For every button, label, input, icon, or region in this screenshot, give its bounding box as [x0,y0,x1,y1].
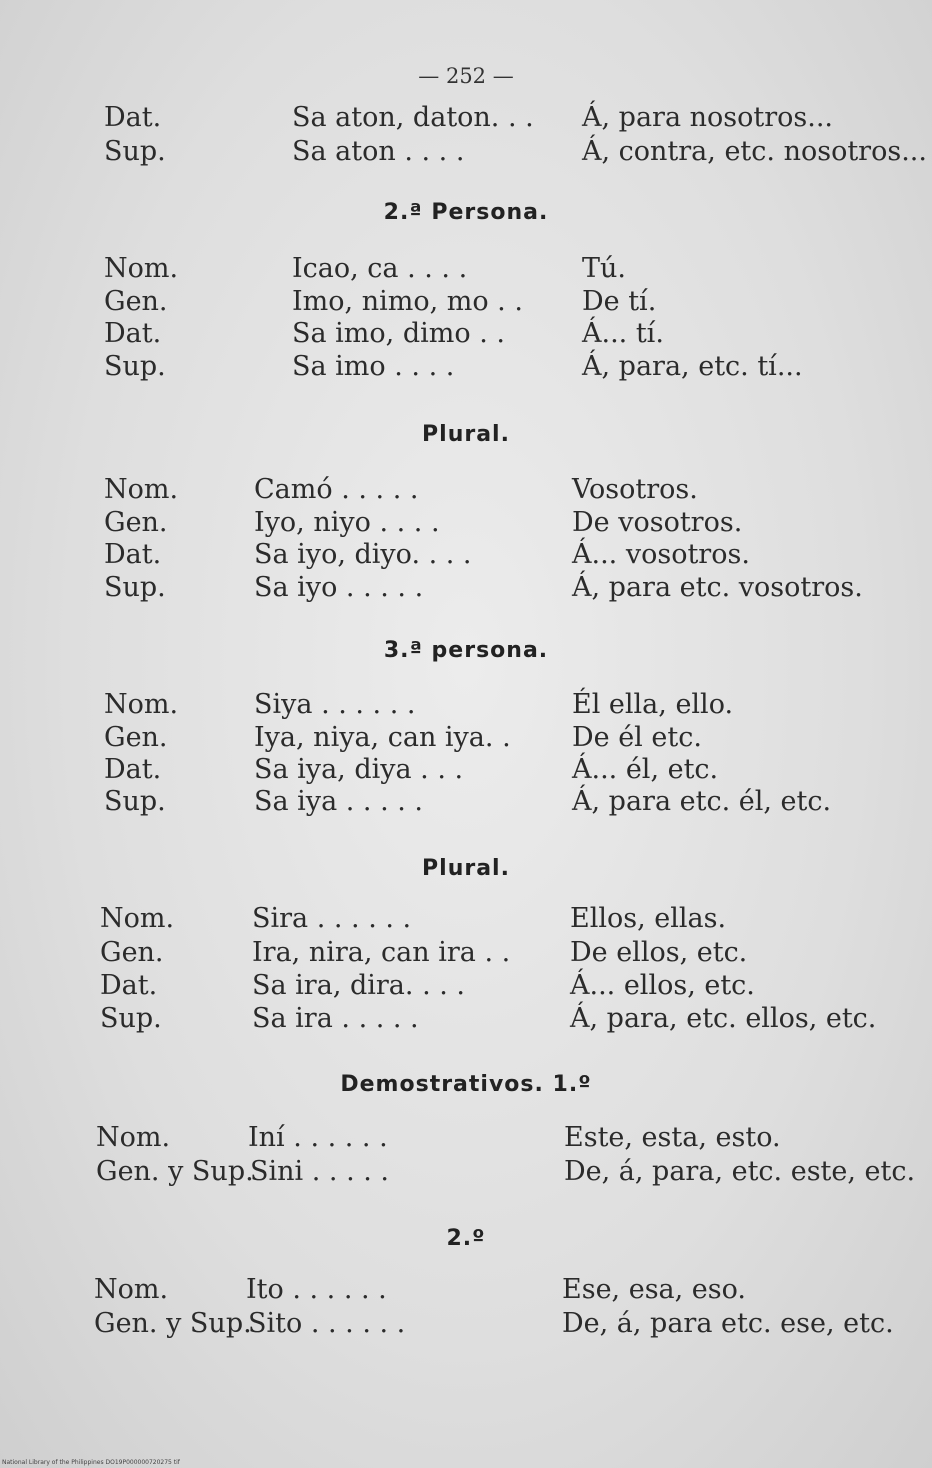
case-label: Dat. [104,754,162,785]
pronoun-form: Iyo, niyo . . . . [254,507,440,538]
meaning: De tí. [582,286,657,317]
section-heading: Plural. [422,422,510,447]
pronoun-form: Imo, nimo, mo . . [292,286,523,317]
meaning: Á... él, etc. [572,754,719,785]
pronoun-form: Sa aton . . . . [292,136,465,167]
table-row [0,136,932,170]
meaning: Este, esta, esto. [564,1122,781,1153]
meaning: Á, para etc. él, etc. [572,786,832,817]
pronoun-form: Sa ira, dira. . . . [252,970,465,1001]
case-label: Gen. [100,937,164,968]
table-row [0,970,932,1004]
page-number: — 252 — [418,64,514,88]
pronoun-form: Ito . . . . . . [246,1274,387,1305]
case-label: Sup. [104,136,166,167]
case-label: Sup. [104,786,166,817]
table-row [0,903,932,937]
meaning: De, á, para, etc. este, etc. [564,1156,916,1187]
meaning: Á, para, etc. tí... [582,351,803,382]
meaning: Él ella, ello. [572,689,734,720]
footer-source-note: National Library of the Philippines DO19P000000720275 tif [2,1459,180,1466]
pronoun-form: Sini . . . . . [250,1156,389,1187]
table-row [0,1122,932,1156]
meaning: Á... vosotros. [572,539,750,570]
pronoun-form: Icao, ca . . . . [292,253,468,284]
table-row [0,474,932,508]
pronoun-form: Ira, nira, can ira . . [252,937,511,968]
case-label: Gen. [104,507,168,538]
table-row [0,1308,932,1342]
case-label: Gen. y Sup. [94,1308,252,1339]
meaning: Á, para nosotros... [582,102,834,133]
section-heading: Plural. [422,856,510,881]
pronoun-form: Iní . . . . . . [248,1122,388,1153]
meaning: De, á, para etc. ese, etc. [562,1308,894,1339]
meaning: Ellos, ellas. [570,903,727,934]
pronoun-form: Sa iya . . . . . [254,786,423,817]
case-label: Dat. [100,970,158,1001]
table-row [0,722,932,756]
pronoun-form: Sa imo . . . . [292,351,455,382]
table-row [0,507,932,541]
case-label: Nom. [96,1122,171,1153]
table-row [0,102,932,136]
case-label: Nom. [104,253,179,284]
section-heading: 2.º [446,1226,486,1251]
case-label: Nom. [94,1274,169,1305]
meaning: Á, para, etc. ellos, etc. [570,1003,877,1034]
table-row [0,689,932,723]
case-label: Sup. [100,1003,162,1034]
meaning: De ellos, etc. [570,937,748,968]
case-label: Nom. [104,474,179,505]
case-label: Nom. [100,903,175,934]
table-row [0,754,932,788]
meaning: Vosotros. [572,474,698,505]
table-row [0,539,932,573]
meaning: Á... ellos, etc. [570,970,755,1001]
pronoun-form: Sa ira . . . . . [252,1003,419,1034]
pronoun-form: Sa iyo . . . . . [254,572,424,603]
meaning: Tú. [582,253,626,284]
section-heading: 2.ª Persona. [383,200,549,225]
pronoun-form: Iya, niya, can iya. . [254,722,511,753]
pronoun-form: Sito . . . . . . [248,1308,406,1339]
pronoun-form: Sira . . . . . . [252,903,412,934]
pronoun-form: Sa imo, dimo . . [292,318,505,349]
table-row [0,286,932,320]
meaning: De vosotros. [572,507,743,538]
pronoun-form: Siya . . . . . . [254,689,416,720]
table-row [0,937,932,971]
table-row [0,1274,932,1308]
pronoun-form: Sa aton, daton. . . [292,102,534,133]
section-heading: Demostrativos. 1.º [340,1072,592,1097]
pronoun-form: Sa iya, diya . . . [254,754,464,785]
case-label: Gen. [104,286,168,317]
table-row [0,253,932,287]
case-label: Gen. [104,722,168,753]
meaning: Ese, esa, eso. [562,1274,747,1305]
case-label: Dat. [104,318,162,349]
pronoun-form: Sa iyo, diyo. . . . [254,539,472,570]
table-row [0,351,932,385]
meaning: De él etc. [572,722,702,753]
meaning: Á... tí. [582,318,664,349]
table-row [0,1003,932,1037]
meaning: Á, contra, etc. nosotros... [582,136,927,167]
pronoun-form: Camó . . . . . [254,474,419,505]
case-label: Nom. [104,689,179,720]
case-label: Dat. [104,102,162,133]
table-row [0,318,932,352]
case-label: Sup. [104,572,166,603]
table-row [0,1156,932,1190]
table-row [0,572,932,606]
case-label: Dat. [104,539,162,570]
section-heading: 3.ª persona. [383,638,549,663]
table-row [0,786,932,820]
case-label: Sup. [104,351,166,382]
case-label: Gen. y Sup. [96,1156,254,1187]
meaning: Á, para etc. vosotros. [572,572,863,603]
